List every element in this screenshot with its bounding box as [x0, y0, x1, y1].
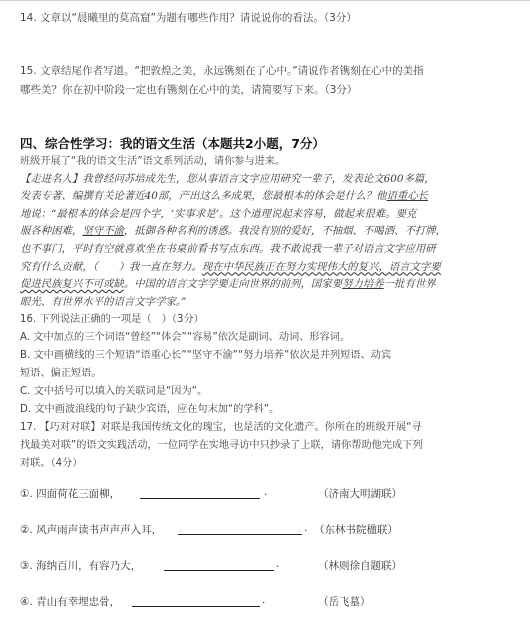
underlined-phrase: 努力培养 [342, 278, 384, 291]
passage-line: 发表专著、编撰有关论著近40部，产出这么多成果，您最根本的体会是什么？他 [20, 190, 387, 203]
wavy-sentence: 促进民族复兴不可或缺 [20, 278, 124, 291]
passage-line: 服各种困难， [20, 225, 83, 238]
question-14: 14. 文章以“晨曦里的莫高窟”为题有哪些作用？请说说你的看法。（3分） [20, 12, 357, 24]
passage-line: 也不事门，平时有空就喜欢坐在书桌前看书写点东西。我不敢说我一辈子对语言文字应用研 [20, 242, 436, 255]
blank-end-mark: . [264, 486, 268, 499]
couplet-first-line: ③. 海纳百川，有容乃大， [20, 560, 142, 573]
question-15-line-2: 哪些美？你在初中阶段一定也有镌刻在心中的美，请简要写下来。（3分） [20, 84, 358, 96]
couplet-source: （济南大明湖联） [318, 488, 402, 501]
passage-line: 。中国的语言文字学要走向世界的前列，国家要 [123, 278, 343, 291]
section-title: 四、综合性学习：我的语文生活（本题共2小题，7分） [20, 136, 325, 151]
option-a: A. 文中加点的三个词语“曾经”“体会”“容易”依次是副词、动词、形容词。 [20, 332, 351, 344]
question-17-line-3: 对联。（4分） [20, 458, 83, 470]
wavy-sentence: 现在中华民族正在努力实现伟大的复兴，语言文字要 [201, 260, 441, 273]
option-c: C. 文中括号可以填入的关联词是“因为”。 [20, 386, 208, 398]
passage-line: 究有什么贡献，（ ）我一直在努力。 [20, 260, 202, 273]
passage [20, 171, 510, 312]
option-b-continued: 短语、偏正短语。 [20, 368, 102, 380]
question-17-line-1: 17. 【巧对对联】对联是我国传统文化的瑰宝，也是活的文化遗产。你所在的班级开展“寻 [20, 422, 422, 434]
underlined-phrase: 坚守不渝 [82, 225, 124, 238]
couplet-2 [20, 517, 510, 542]
intro-text: 班级开展了“我的语文生活”语文系列活动，请你参与进来。 [20, 156, 286, 167]
blank-end-mark: . [304, 522, 308, 535]
answer-blank[interactable] [140, 498, 260, 499]
blank-end-mark: . [262, 594, 266, 607]
question-15-line-1: 15. 文章结尾作者写道。“把敦煌之美，永远镌刻在了心中。”请说作者镌刻在心中的美指 [20, 65, 424, 77]
option-b: B. 文中画横线的三个短语“语重心长”“坚守不渝”“努力培养”依次是并列短语、动宾 [20, 350, 392, 362]
answer-blank[interactable] [178, 534, 302, 535]
couplet-first-line: ④. 青山有幸埋忠骨， [20, 596, 121, 609]
option-d: D. 文中画波浪线的句子缺少宾语，应在句末加“的学科”。 [20, 404, 280, 416]
couplet-4 [20, 589, 510, 614]
underlined-phrase: 语重心长 [386, 190, 429, 203]
passage-line: 【走进名人】我曾经问苏培成先生，您从事语言文字应用研究一辈子，发表论文600多篇， [20, 172, 435, 185]
exam-page [20, 9, 510, 614]
answer-blank[interactable] [164, 570, 274, 571]
passage-line: ，抵御各种名利的诱惑。我没有别的爱好，不抽烟、不喝酒、不打牌， [123, 225, 447, 238]
couplet-first-line: ①. 四面荷花三面柳， [20, 488, 121, 501]
passage-line: 眼光、有世界水平的语言文字学家。” [20, 295, 187, 308]
question-17-line-2: 找最美对联”的语文实践活动，一位同学在实地寻访中只抄录了上联，请你帮助他完成下列 [20, 440, 423, 452]
blank-end-mark: . [276, 558, 280, 571]
couplet-3 [20, 553, 510, 578]
passage-line: 地说：“最根本的体会是四个字，‘实事求是’。这个道理说起来容易，做起来很难。要克 [20, 207, 417, 220]
couplet-source: （林则徐自题联） [318, 560, 402, 573]
answer-blank[interactable] [132, 606, 260, 607]
couplet-source: （东林书院楹联） [314, 524, 398, 537]
couplet-1 [20, 481, 510, 506]
couplet-source: （岳飞墓） [318, 596, 371, 609]
page-top-border [0, 0, 530, 1]
question-16: 16. 下列说法正确的一项是（ ）（3分） [20, 314, 204, 326]
couplet-first-line: ②. 风声雨声读书声声声入耳， [20, 524, 163, 537]
passage-line: 一批有世界 [383, 278, 436, 291]
